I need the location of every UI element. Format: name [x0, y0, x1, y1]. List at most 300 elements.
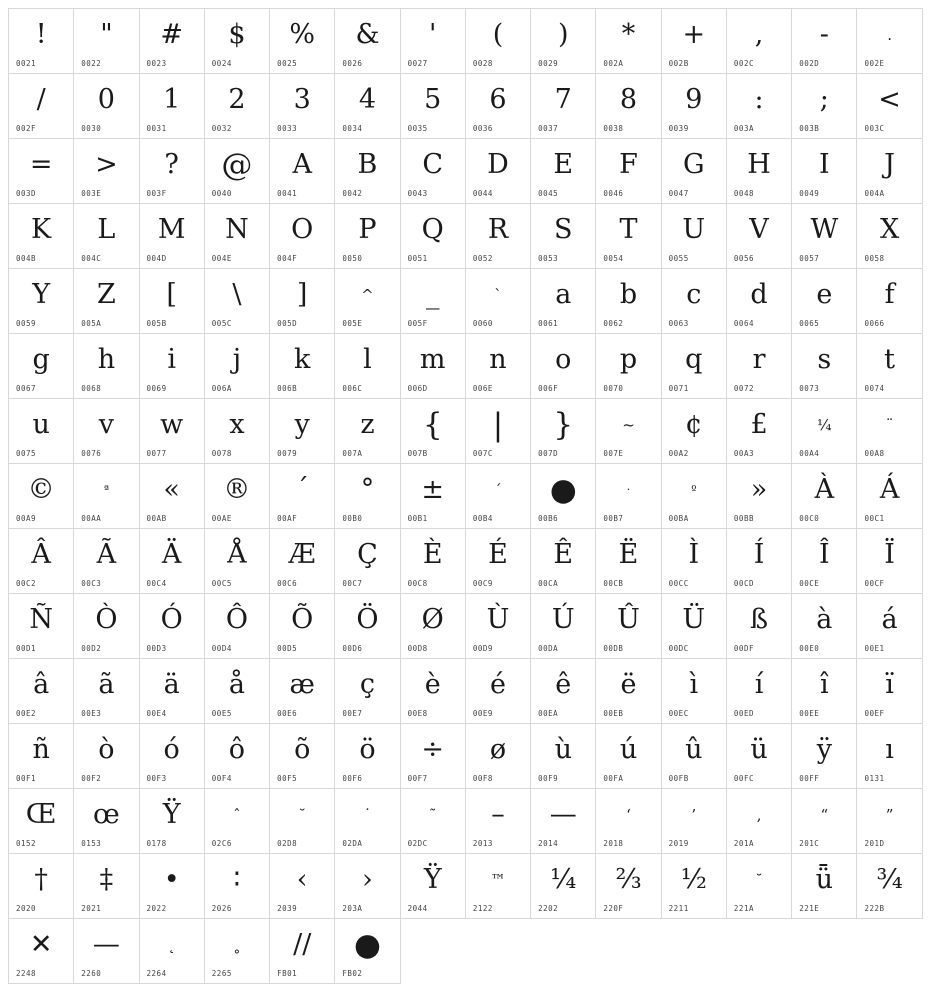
- glyph-cell[interactable]: [662, 789, 727, 854]
- glyph-cell[interactable]: [531, 789, 596, 854]
- glyph-codepoint: 02C6: [211, 839, 232, 848]
- glyph-cell[interactable]: [401, 464, 466, 529]
- glyph-cell[interactable]: [857, 399, 922, 464]
- glyph-codepoint: 006E: [472, 384, 493, 393]
- glyph-cell[interactable]: [401, 139, 466, 204]
- glyph-codepoint: 00EE: [799, 709, 820, 718]
- glyph-character: ó: [163, 734, 180, 765]
- glyph-cell[interactable]: [727, 74, 792, 139]
- glyph-cell[interactable]: [335, 594, 400, 659]
- glyph-character: ]: [296, 279, 308, 310]
- glyph-cell[interactable]: [792, 594, 857, 659]
- glyph-cell[interactable]: [401, 594, 466, 659]
- glyph-cell[interactable]: [270, 9, 335, 74]
- glyph-cell[interactable]: [857, 9, 922, 74]
- glyph-cell[interactable]: [727, 529, 792, 594]
- glyph-character: ~: [622, 416, 635, 434]
- glyph-cell[interactable]: [270, 464, 335, 529]
- glyph-cell[interactable]: [205, 334, 270, 399]
- glyph-codepoint: 0072: [733, 384, 754, 393]
- glyph-cell[interactable]: [857, 529, 922, 594]
- glyph-cell[interactable]: [205, 659, 270, 724]
- glyph-character: 1: [163, 84, 181, 115]
- glyph-cell[interactable]: [270, 919, 335, 984]
- glyph-cell[interactable]: [466, 204, 531, 269]
- glyph-cell[interactable]: [270, 854, 335, 919]
- glyph-cell[interactable]: [9, 399, 74, 464]
- glyph-cell[interactable]: [857, 269, 922, 334]
- glyph-cell[interactable]: [9, 789, 74, 854]
- glyph-cell[interactable]: [335, 789, 400, 854]
- glyph-cell[interactable]: [662, 854, 727, 919]
- glyph-character: ¢: [685, 409, 703, 440]
- glyph-cell[interactable]: [205, 74, 270, 139]
- glyph-codepoint: 0032: [211, 124, 232, 133]
- glyph-cell[interactable]: [466, 594, 531, 659]
- glyph-cell[interactable]: [335, 204, 400, 269]
- glyph-cell[interactable]: [792, 789, 857, 854]
- glyph-cell[interactable]: [9, 74, 74, 139]
- glyph-cell[interactable]: [466, 269, 531, 334]
- glyph-character: ë: [620, 669, 637, 700]
- glyph-codepoint: 00C6: [277, 579, 298, 588]
- glyph-cell[interactable]: [9, 269, 74, 334]
- glyph-cell[interactable]: [727, 594, 792, 659]
- glyph-cell[interactable]: [596, 659, 661, 724]
- glyph-cell[interactable]: [596, 724, 661, 789]
- glyph-cell[interactable]: [662, 74, 727, 139]
- glyph-codepoint: 0055: [668, 254, 689, 263]
- glyph-codepoint: 00E3: [81, 709, 102, 718]
- glyph-codepoint: 006F: [538, 384, 559, 393]
- glyph-cell[interactable]: [270, 269, 335, 334]
- glyph-character: ˛: [167, 936, 176, 954]
- glyph-character: _: [425, 279, 440, 310]
- glyph-cell[interactable]: [857, 334, 922, 399]
- glyph-cell[interactable]: [205, 594, 270, 659]
- glyph-codepoint: 0069: [146, 384, 167, 393]
- glyph-cell[interactable]: [140, 659, 205, 724]
- glyph-cell[interactable]: [662, 724, 727, 789]
- glyph-cell[interactable]: [401, 399, 466, 464]
- glyph-cell[interactable]: [140, 204, 205, 269]
- glyph-codepoint: 00BB: [733, 514, 754, 523]
- glyph-codepoint: 02DA: [342, 839, 363, 848]
- glyph-character: q: [685, 344, 703, 375]
- glyph-cell[interactable]: [270, 139, 335, 204]
- glyph-cell[interactable]: [205, 724, 270, 789]
- glyph-character: æ: [289, 669, 315, 700]
- glyph-codepoint: 0028: [472, 59, 493, 68]
- glyph-cell[interactable]: [401, 9, 466, 74]
- glyph-codepoint: 2019: [668, 839, 689, 848]
- glyph-cell[interactable]: [9, 464, 74, 529]
- glyph-cell[interactable]: [270, 594, 335, 659]
- glyph-character: Ú: [551, 604, 575, 635]
- glyph-cell[interactable]: [74, 9, 139, 74]
- glyph-codepoint: 0026: [342, 59, 363, 68]
- glyph-cell[interactable]: [662, 204, 727, 269]
- glyph-codepoint: 221A: [733, 904, 754, 913]
- glyph-cell[interactable]: [466, 529, 531, 594]
- glyph-character: °: [360, 474, 375, 505]
- glyph-codepoint: 0035: [407, 124, 428, 133]
- glyph-cell[interactable]: [596, 594, 661, 659]
- glyph-cell[interactable]: [140, 789, 205, 854]
- glyph-codepoint: 00C5: [211, 579, 232, 588]
- glyph-cell[interactable]: [270, 399, 335, 464]
- glyph-cell[interactable]: [792, 529, 857, 594]
- glyph-codepoint: 005A: [81, 319, 102, 328]
- glyph-character: ǖ: [815, 864, 834, 895]
- glyph-codepoint: 00FF: [799, 774, 820, 783]
- glyph-cell[interactable]: [335, 269, 400, 334]
- glyph-cell[interactable]: [466, 399, 531, 464]
- glyph-cell[interactable]: [205, 399, 270, 464]
- glyph-codepoint: 00CA: [538, 579, 559, 588]
- glyph-cell[interactable]: [857, 74, 922, 139]
- glyph-cell[interactable]: [792, 74, 857, 139]
- glyph-cell[interactable]: [727, 464, 792, 529]
- glyph-cell[interactable]: [792, 9, 857, 74]
- glyph-cell[interactable]: [205, 529, 270, 594]
- glyph-cell[interactable]: [531, 269, 596, 334]
- glyph-cell[interactable]: [727, 399, 792, 464]
- glyph-codepoint: 0052: [472, 254, 493, 263]
- glyph-cell[interactable]: [662, 529, 727, 594]
- glyph-cell[interactable]: [596, 399, 661, 464]
- glyph-cell[interactable]: [466, 789, 531, 854]
- glyph-cell[interactable]: [140, 919, 205, 984]
- glyph-character: Í: [753, 539, 765, 570]
- glyph-cell[interactable]: [727, 334, 792, 399]
- glyph-codepoint: 0075: [16, 449, 37, 458]
- glyph-cell[interactable]: [205, 789, 270, 854]
- glyph-cell[interactable]: [335, 464, 400, 529]
- glyph-cell[interactable]: [792, 464, 857, 529]
- glyph-cell[interactable]: [140, 464, 205, 529]
- glyph-cell[interactable]: [596, 139, 661, 204]
- glyph-cell[interactable]: [74, 789, 139, 854]
- glyph-character: ê: [555, 669, 572, 700]
- glyph-character: `: [494, 286, 502, 304]
- glyph-cell[interactable]: [270, 529, 335, 594]
- glyph-cell[interactable]: [335, 139, 400, 204]
- glyph-cell[interactable]: [596, 74, 661, 139]
- glyph-character: +: [682, 19, 706, 50]
- glyph-codepoint: 006A: [211, 384, 232, 393]
- glyph-cell[interactable]: [662, 659, 727, 724]
- glyph-cell[interactable]: [401, 269, 466, 334]
- glyph-character: J: [884, 149, 895, 180]
- glyph-codepoint: 0025: [277, 59, 298, 68]
- glyph-cell[interactable]: [270, 659, 335, 724]
- glyph-cell[interactable]: [335, 659, 400, 724]
- glyph-cell[interactable]: [792, 334, 857, 399]
- glyph-cell[interactable]: [74, 854, 139, 919]
- glyph-cell[interactable]: [335, 9, 400, 74]
- glyph-cell[interactable]: [74, 529, 139, 594]
- glyph-cell[interactable]: [662, 464, 727, 529]
- glyph-cell[interactable]: [531, 854, 596, 919]
- glyph-cell[interactable]: [596, 854, 661, 919]
- glyph-cell[interactable]: [727, 204, 792, 269]
- glyph-cell[interactable]: [401, 659, 466, 724]
- glyph-cell[interactable]: [140, 334, 205, 399]
- glyph-codepoint: 0076: [81, 449, 102, 458]
- glyph-character: À: [814, 474, 835, 505]
- glyph-cell[interactable]: [792, 399, 857, 464]
- glyph-codepoint: 2260: [81, 969, 102, 978]
- glyph-cell[interactable]: [466, 74, 531, 139]
- glyph-cell[interactable]: [727, 269, 792, 334]
- glyph-codepoint: 00F8: [472, 774, 493, 783]
- glyph-cell[interactable]: [335, 919, 400, 984]
- glyph-cell[interactable]: [74, 464, 139, 529]
- glyph-cell[interactable]: [531, 204, 596, 269]
- glyph-cell[interactable]: [74, 334, 139, 399]
- glyph-cell[interactable]: [401, 789, 466, 854]
- glyph-cell[interactable]: [596, 204, 661, 269]
- glyph-cell[interactable]: [596, 269, 661, 334]
- glyph-codepoint: FB01: [277, 969, 298, 978]
- glyph-character: $: [228, 19, 246, 50]
- glyph-cell[interactable]: [401, 334, 466, 399]
- glyph-character: ½: [680, 864, 707, 895]
- glyph-cell[interactable]: [857, 789, 922, 854]
- glyph-character: W: [810, 214, 839, 245]
- glyph-cell[interactable]: [401, 529, 466, 594]
- glyph-cell[interactable]: [335, 334, 400, 399]
- glyph-character: Ñ: [29, 604, 53, 635]
- glyph-cell[interactable]: [596, 789, 661, 854]
- glyph-cell[interactable]: [466, 659, 531, 724]
- glyph-codepoint: 005C: [211, 319, 232, 328]
- glyph-cell[interactable]: [74, 204, 139, 269]
- glyph-cell[interactable]: [792, 139, 857, 204]
- glyph-character: ù: [554, 734, 572, 765]
- glyph-cell[interactable]: [335, 854, 400, 919]
- glyph-cell[interactable]: [466, 139, 531, 204]
- glyph-cell[interactable]: [596, 464, 661, 529]
- glyph-cell[interactable]: [205, 139, 270, 204]
- glyph-cell[interactable]: [270, 334, 335, 399]
- glyph-character: H: [747, 149, 771, 180]
- glyph-cell[interactable]: [401, 74, 466, 139]
- glyph-codepoint: 00AA: [81, 514, 102, 523]
- glyph-cell[interactable]: [596, 334, 661, 399]
- glyph-cell[interactable]: [9, 204, 74, 269]
- glyph-codepoint: 0071: [668, 384, 689, 393]
- glyph-codepoint: 00F7: [407, 774, 428, 783]
- glyph-cell[interactable]: [140, 139, 205, 204]
- glyph-character: -: [819, 19, 829, 50]
- glyph-codepoint: 007D: [538, 449, 559, 458]
- glyph-cell[interactable]: [9, 9, 74, 74]
- glyph-cell[interactable]: [662, 139, 727, 204]
- glyph-cell[interactable]: [531, 464, 596, 529]
- glyph-cell[interactable]: [140, 854, 205, 919]
- glyph-character: ˳: [233, 936, 241, 954]
- glyph-cell[interactable]: [466, 334, 531, 399]
- glyph-cell[interactable]: [531, 659, 596, 724]
- glyph-character: %: [289, 19, 316, 50]
- glyph-cell[interactable]: [9, 659, 74, 724]
- glyph-codepoint: 00AE: [211, 514, 232, 523]
- glyph-cell[interactable]: [727, 724, 792, 789]
- glyph-cell[interactable]: [140, 594, 205, 659]
- glyph-character: Ÿ: [162, 799, 181, 830]
- glyph-cell[interactable]: [74, 269, 139, 334]
- glyph-cell[interactable]: [74, 399, 139, 464]
- glyph-cell[interactable]: [531, 9, 596, 74]
- glyph-cell[interactable]: [727, 789, 792, 854]
- glyph-character: //: [293, 929, 312, 960]
- glyph-cell[interactable]: [270, 74, 335, 139]
- glyph-cell[interactable]: [531, 529, 596, 594]
- glyph-cell[interactable]: [9, 529, 74, 594]
- glyph-codepoint: 00F5: [277, 774, 298, 783]
- glyph-character: l: [363, 344, 372, 375]
- glyph-cell[interactable]: [727, 9, 792, 74]
- glyph-character: #: [160, 19, 183, 50]
- glyph-codepoint: 002E: [864, 59, 885, 68]
- glyph-cell[interactable]: [205, 464, 270, 529]
- glyph-cell[interactable]: [401, 204, 466, 269]
- glyph-cell[interactable]: [9, 139, 74, 204]
- glyph-cell[interactable]: [335, 724, 400, 789]
- glyph-cell[interactable]: [662, 9, 727, 74]
- glyph-cell[interactable]: [857, 854, 922, 919]
- glyph-cell[interactable]: [662, 399, 727, 464]
- glyph-codepoint: 0036: [472, 124, 493, 133]
- glyph-cell[interactable]: [74, 74, 139, 139]
- glyph-cell[interactable]: [74, 724, 139, 789]
- glyph-codepoint: 0066: [864, 319, 885, 328]
- glyph-cell[interactable]: [205, 919, 270, 984]
- glyph-cell[interactable]: [857, 139, 922, 204]
- glyph-codepoint: 2020: [16, 904, 37, 913]
- glyph-codepoint: 0064: [733, 319, 754, 328]
- glyph-character: {: [422, 407, 443, 443]
- glyph-cell[interactable]: [140, 9, 205, 74]
- glyph-cell[interactable]: [596, 529, 661, 594]
- glyph-cell[interactable]: [205, 854, 270, 919]
- glyph-cell[interactable]: [270, 724, 335, 789]
- glyph-cell[interactable]: [140, 269, 205, 334]
- glyph-cell[interactable]: [857, 594, 922, 659]
- glyph-codepoint: 0049: [799, 189, 820, 198]
- glyph-cell[interactable]: [9, 919, 74, 984]
- glyph-cell[interactable]: [531, 334, 596, 399]
- glyph-character: .: [887, 26, 892, 44]
- glyph-cell[interactable]: [140, 74, 205, 139]
- glyph-cell[interactable]: [74, 594, 139, 659]
- glyph-character: ï: [885, 669, 894, 700]
- glyph-cell[interactable]: [466, 854, 531, 919]
- glyph-cell[interactable]: [335, 399, 400, 464]
- glyph-cell[interactable]: [531, 594, 596, 659]
- glyph-cell[interactable]: [531, 724, 596, 789]
- glyph-cell[interactable]: [531, 74, 596, 139]
- glyph-cell[interactable]: [140, 724, 205, 789]
- glyph-character: [: [166, 279, 177, 310]
- glyph-character: S: [554, 214, 573, 245]
- glyph-cell[interactable]: [792, 854, 857, 919]
- glyph-cell[interactable]: [9, 594, 74, 659]
- glyph-cell[interactable]: [857, 724, 922, 789]
- glyph-cell[interactable]: [335, 529, 400, 594]
- glyph-cell[interactable]: [596, 9, 661, 74]
- glyph-character: Æ: [288, 539, 316, 570]
- glyph-cell[interactable]: [792, 204, 857, 269]
- glyph-character: :: [754, 84, 764, 115]
- glyph-cell[interactable]: [74, 139, 139, 204]
- glyph-codepoint: 00EA: [538, 709, 559, 718]
- glyph-codepoint: 2013: [472, 839, 493, 848]
- glyph-cell[interactable]: [857, 659, 922, 724]
- glyph-cell[interactable]: [401, 854, 466, 919]
- glyph-cell[interactable]: [662, 269, 727, 334]
- glyph-character: ö: [359, 734, 376, 765]
- glyph-cell[interactable]: [270, 204, 335, 269]
- glyph-cell[interactable]: [401, 724, 466, 789]
- glyph-cell[interactable]: [140, 399, 205, 464]
- glyph-cell[interactable]: [466, 464, 531, 529]
- glyph-codepoint: 0048: [733, 189, 754, 198]
- glyph-cell[interactable]: [270, 789, 335, 854]
- glyph-codepoint: 2022: [146, 904, 167, 913]
- glyph-cell[interactable]: [335, 74, 400, 139]
- glyph-cell[interactable]: [466, 724, 531, 789]
- glyph-codepoint: 00FC: [733, 774, 754, 783]
- glyph-codepoint: 2211: [668, 904, 689, 913]
- glyph-cell[interactable]: [727, 139, 792, 204]
- glyph-cell[interactable]: [140, 529, 205, 594]
- glyph-character: ±: [421, 474, 445, 505]
- glyph-cell[interactable]: [74, 659, 139, 724]
- glyph-cell[interactable]: [857, 204, 922, 269]
- glyph-cell[interactable]: [531, 399, 596, 464]
- glyph-cell[interactable]: [531, 139, 596, 204]
- glyph-cell[interactable]: [205, 9, 270, 74]
- glyph-character: â: [33, 669, 50, 700]
- glyph-cell[interactable]: [792, 724, 857, 789]
- glyph-cell[interactable]: [9, 334, 74, 399]
- glyph-cell[interactable]: [792, 269, 857, 334]
- glyph-codepoint: 2026: [211, 904, 232, 913]
- glyph-character: P: [358, 214, 377, 245]
- glyph-cell[interactable]: [74, 919, 139, 984]
- glyph-character: 9: [685, 84, 703, 115]
- glyph-cell[interactable]: [9, 854, 74, 919]
- glyph-character: L: [97, 214, 116, 245]
- glyph-cell[interactable]: [466, 9, 531, 74]
- glyph-cell[interactable]: [205, 204, 270, 269]
- glyph-cell[interactable]: [9, 724, 74, 789]
- glyph-cell[interactable]: [727, 659, 792, 724]
- glyph-cell[interactable]: [727, 854, 792, 919]
- glyph-cell[interactable]: [662, 334, 727, 399]
- glyph-cell[interactable]: [857, 464, 922, 529]
- glyph-codepoint: 0073: [799, 384, 820, 393]
- glyph-character: ÿ: [816, 734, 832, 765]
- glyph-cell[interactable]: [662, 594, 727, 659]
- glyph-codepoint: 00CD: [733, 579, 754, 588]
- glyph-cell[interactable]: [792, 659, 857, 724]
- glyph-codepoint: 00A9: [16, 514, 37, 523]
- glyph-cell[interactable]: [205, 269, 270, 334]
